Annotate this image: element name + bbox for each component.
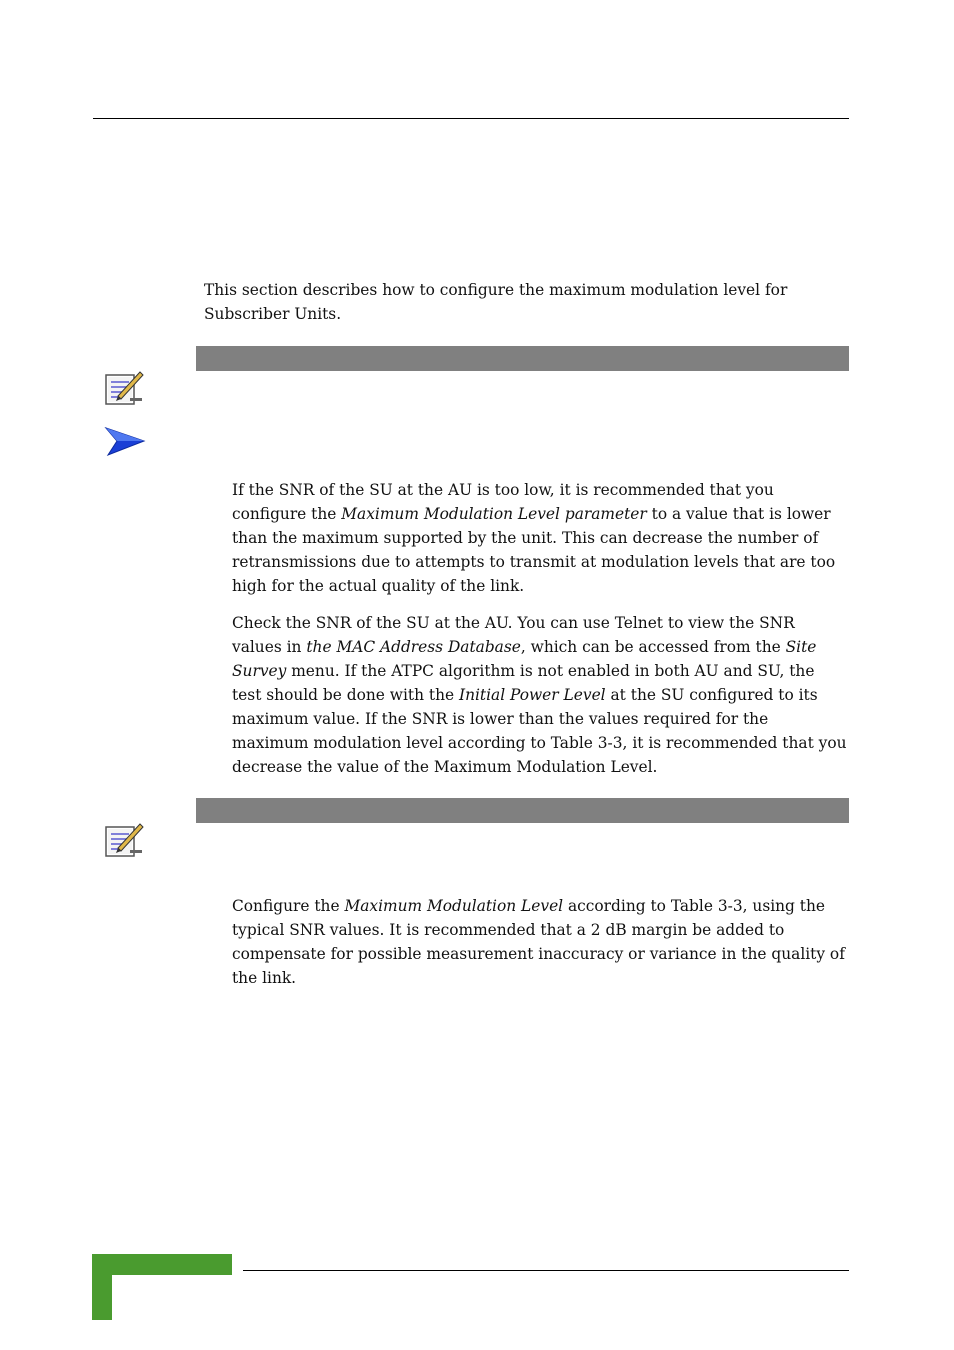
blue-arrow-icon — [104, 426, 146, 462]
note-pencil-icon — [104, 822, 146, 862]
block2-paragraph-1: Configure the Maximum Modulation Level according to Table 3-3, using the typical SNR values. It is recommended that a 2 dB margin be added to compensate for possible measurement inaccuracy or variance in the quality of the link. — [232, 897, 845, 987]
block1-paragraph-2: Check the SNR of the SU at the AU. You can use Telnet to view the SNR values in the MAC Address Database, which can be accessed from the Site Survey menu. If the ATPC algorithm is not enabled in both AU and SU, the test should be done with the Initial Power Level at the SU configured to its maximum value. If the SNR is lower than the values required for the maximum modulation level according to Table 3-3, it is recommended that you decrease the value of the Maximum Modulation Level. — [232, 614, 847, 776]
intro-paragraph: This section describes how to configure the maximum modulation level for Subscriber Units. — [204, 281, 788, 323]
section-bar-1 — [196, 346, 849, 371]
note-pencil-icon — [104, 370, 146, 410]
block1-paragraph-1: If the SNR of the SU at the AU is too low, it is recommended that you configure the Maximum Modulation Level parameter to a value that is lower than the maximum supported by the unit. This can decrease the number of retransmissions due to attempts to transmit at modulation levels that are too high for the actual quality of the link. — [232, 481, 836, 595]
header-rule — [93, 118, 849, 119]
footer-green-corner — [92, 1254, 112, 1320]
footer-green-bar — [92, 1254, 232, 1275]
section-bar-2 — [196, 798, 849, 823]
footer-rule — [243, 1270, 849, 1271]
